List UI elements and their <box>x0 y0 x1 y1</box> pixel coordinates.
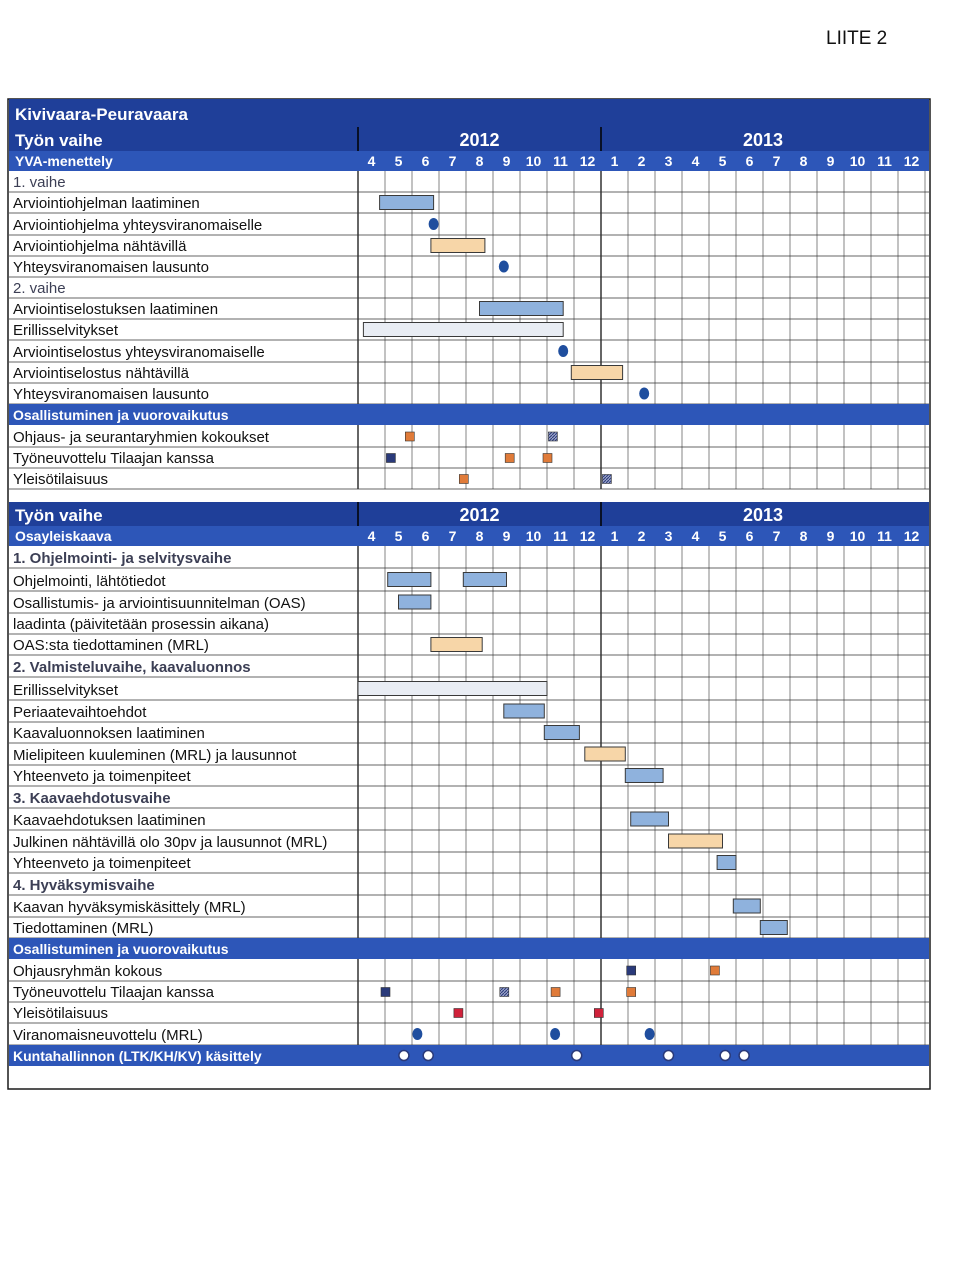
subheader-bar <box>9 151 929 171</box>
task-label: Kaavaluonnoksen laatiminen <box>13 725 205 742</box>
gantt-bar <box>733 899 760 913</box>
subheader-bar <box>9 526 929 546</box>
task-label: Periaatevaihtoehdot <box>13 704 147 721</box>
month-label: 7 <box>448 153 457 169</box>
task-label: Yhteysviranomaisen lausunto <box>13 386 209 403</box>
meeting-marker <box>594 1009 603 1018</box>
band-label: Osallistuminen ja vuorovaikutus <box>13 941 229 957</box>
milestone-dot <box>639 388 649 400</box>
council-ring <box>720 1051 730 1061</box>
task-label: Viranomaisneuvottelu (MRL) <box>13 1027 203 1044</box>
month-label: 6 <box>745 153 754 169</box>
month-label: 8 <box>799 153 808 169</box>
council-ring <box>423 1051 433 1061</box>
month-label: 4 <box>367 528 376 544</box>
task-label: Arviointiselostus yhteysviranomaiselle <box>13 344 265 361</box>
month-label: 11 <box>553 528 568 544</box>
month-label: 1 <box>610 153 619 169</box>
task-label: Työneuvottelu Tilaajan kanssa <box>13 450 214 467</box>
month-label: 8 <box>475 528 484 544</box>
gantt-bar <box>399 595 431 609</box>
month-label: 2 <box>637 153 646 169</box>
milestone-dot <box>550 1028 560 1040</box>
month-label: 12 <box>903 528 920 544</box>
page-label: LIITE 2 <box>826 28 888 49</box>
task-label: Kaavan hyväksymiskäsittely (MRL) <box>13 899 246 916</box>
meeting-marker <box>454 1009 463 1018</box>
month-label: 3 <box>664 528 673 544</box>
gantt-bar <box>363 323 563 337</box>
meeting-marker <box>602 475 611 484</box>
gantt-bar <box>388 573 431 587</box>
month-label: 8 <box>799 528 808 544</box>
month-label: 9 <box>826 153 835 169</box>
phase-label: 3. Kaavaehdotusvaihe <box>13 790 171 807</box>
task-label: Erillisselvitykset <box>13 322 119 339</box>
month-label: 9 <box>502 153 511 169</box>
meeting-marker <box>543 454 552 463</box>
band-label: Kuntahallinnon (LTK/KH/KV) käsittely <box>13 1048 262 1064</box>
meeting-marker <box>548 432 557 441</box>
month-label: 3 <box>664 153 673 169</box>
task-label: Arviointiohjelma nähtävillä <box>13 238 187 255</box>
task-label: Arviointiselostus nähtävillä <box>13 365 189 382</box>
month-label: 10 <box>849 528 866 544</box>
gantt-bar <box>358 682 547 696</box>
task-label: Ohjaus- ja seurantaryhmien kokoukset <box>13 429 269 446</box>
task-label: Arviointiselostuksen laatiminen <box>13 301 219 318</box>
council-ring <box>399 1051 409 1061</box>
phase-label: 1. Ohjelmointi- ja selvitysvaihe <box>13 550 232 567</box>
gantt-bar <box>631 812 669 826</box>
month-label: 11 <box>877 528 892 544</box>
phase-label: 4. Hyväksymisvaihe <box>13 877 155 894</box>
milestone-dot <box>429 218 439 230</box>
task-label: Yhteysviranomaisen lausunto <box>13 259 209 276</box>
month-label: 7 <box>772 528 781 544</box>
gantt-bar <box>544 726 579 740</box>
meeting-marker <box>505 454 514 463</box>
gantt-bar <box>669 834 723 848</box>
task-label: Ohjausryhmän kokous <box>13 963 163 980</box>
milestone-dot <box>412 1028 422 1040</box>
meeting-marker <box>381 988 390 997</box>
milestone-dot <box>499 261 509 273</box>
gantt-bar <box>760 921 787 935</box>
task-label: Yleisötilaisuus <box>13 471 109 488</box>
gantt-bar <box>585 747 626 761</box>
milestone-dot <box>558 345 568 357</box>
month-label: 2 <box>637 528 646 544</box>
phase-label: 2. vaihe <box>13 280 66 297</box>
task-label: laadinta (päivitetään prosessin aikana) <box>13 616 269 633</box>
month-label: 12 <box>579 528 596 544</box>
meeting-marker <box>405 432 414 441</box>
month-label: 5 <box>394 153 403 169</box>
task-label: Yhteenveto ja toimenpiteet <box>13 855 191 872</box>
task-label: OAS:sta tiedottaminen (MRL) <box>13 637 209 654</box>
gantt-bar <box>480 302 564 316</box>
task-label: Erillisselvitykset <box>13 682 119 699</box>
gantt-bar <box>431 239 485 253</box>
task-label: Mielipiteen kuuleminen (MRL) ja lausunnot <box>13 747 297 764</box>
meeting-marker <box>500 988 509 997</box>
month-label: 11 <box>877 153 892 169</box>
task-label: Yleisötilaisuus <box>13 1005 109 1022</box>
month-label: 7 <box>772 153 781 169</box>
meeting-marker <box>386 454 395 463</box>
gantt-bar <box>504 704 545 718</box>
task-label: Tiedottaminen (MRL) <box>13 920 154 937</box>
month-label: 11 <box>553 153 568 169</box>
subheader-label: Osayleiskaava <box>15 528 112 544</box>
month-label: 6 <box>421 153 430 169</box>
month-label: 6 <box>421 528 430 544</box>
phase-header: Työn vaihe <box>15 131 103 150</box>
council-ring <box>572 1051 582 1061</box>
task-label: Arviointiohjelman laatiminen <box>13 195 200 212</box>
month-label: 10 <box>849 153 866 169</box>
month-label: 7 <box>448 528 457 544</box>
meeting-marker <box>710 966 719 975</box>
year-label: 2013 <box>742 505 784 525</box>
month-label: 4 <box>691 528 700 544</box>
month-label: 12 <box>903 153 920 169</box>
task-label: Ohjelmointi, lähtötiedot <box>13 573 166 590</box>
phase-header: Työn vaihe <box>15 506 103 525</box>
year-label: 2012 <box>459 505 500 525</box>
phase-label: 2. Valmisteluvaihe, kaavaluonnos <box>13 659 251 676</box>
subheader-label: YVA-menettely <box>15 153 113 169</box>
meeting-marker <box>551 988 560 997</box>
month-label: 4 <box>691 153 700 169</box>
project-title: Kivivaara-Peuravaara <box>15 105 188 124</box>
task-label: Kaavaehdotuksen laatiminen <box>13 812 206 829</box>
year-label: 2013 <box>742 130 784 150</box>
month-label: 12 <box>579 153 596 169</box>
council-ring <box>739 1051 749 1061</box>
month-label: 6 <box>745 528 754 544</box>
month-label: 5 <box>718 153 727 169</box>
band-label: Osallistuminen ja vuorovaikutus <box>13 407 229 423</box>
meeting-marker <box>627 988 636 997</box>
month-label: 4 <box>367 153 376 169</box>
gantt-bar <box>571 366 622 380</box>
month-label: 9 <box>502 528 511 544</box>
month-label: 5 <box>394 528 403 544</box>
month-label: 10 <box>525 528 542 544</box>
month-label: 8 <box>475 153 484 169</box>
gantt-bar <box>717 856 736 870</box>
month-label: 1 <box>610 528 619 544</box>
task-label: Osallistumis- ja arviointisuunnitelman (OAS) <box>13 595 306 612</box>
task-label: Arviointiohjelma yhteysviranomaiselle <box>13 217 263 234</box>
task-label: Työneuvottelu Tilaajan kanssa <box>13 984 214 1001</box>
task-label: Yhteenveto ja toimenpiteet <box>13 768 191 785</box>
meeting-marker <box>627 966 636 975</box>
month-label: 9 <box>826 528 835 544</box>
phase-label: 1. vaihe <box>13 174 66 191</box>
gantt-bar <box>463 573 506 587</box>
year-label: 2012 <box>459 130 500 150</box>
milestone-dot <box>645 1028 655 1040</box>
gantt-bar <box>380 196 434 210</box>
council-ring <box>664 1051 674 1061</box>
month-label: 5 <box>718 528 727 544</box>
gantt-bar <box>625 769 663 783</box>
month-label: 10 <box>525 153 542 169</box>
task-label: Julkinen nähtävillä olo 30pv ja lausunnot (MRL) <box>13 834 328 851</box>
meeting-marker <box>459 475 468 484</box>
gantt-bar <box>431 638 482 652</box>
